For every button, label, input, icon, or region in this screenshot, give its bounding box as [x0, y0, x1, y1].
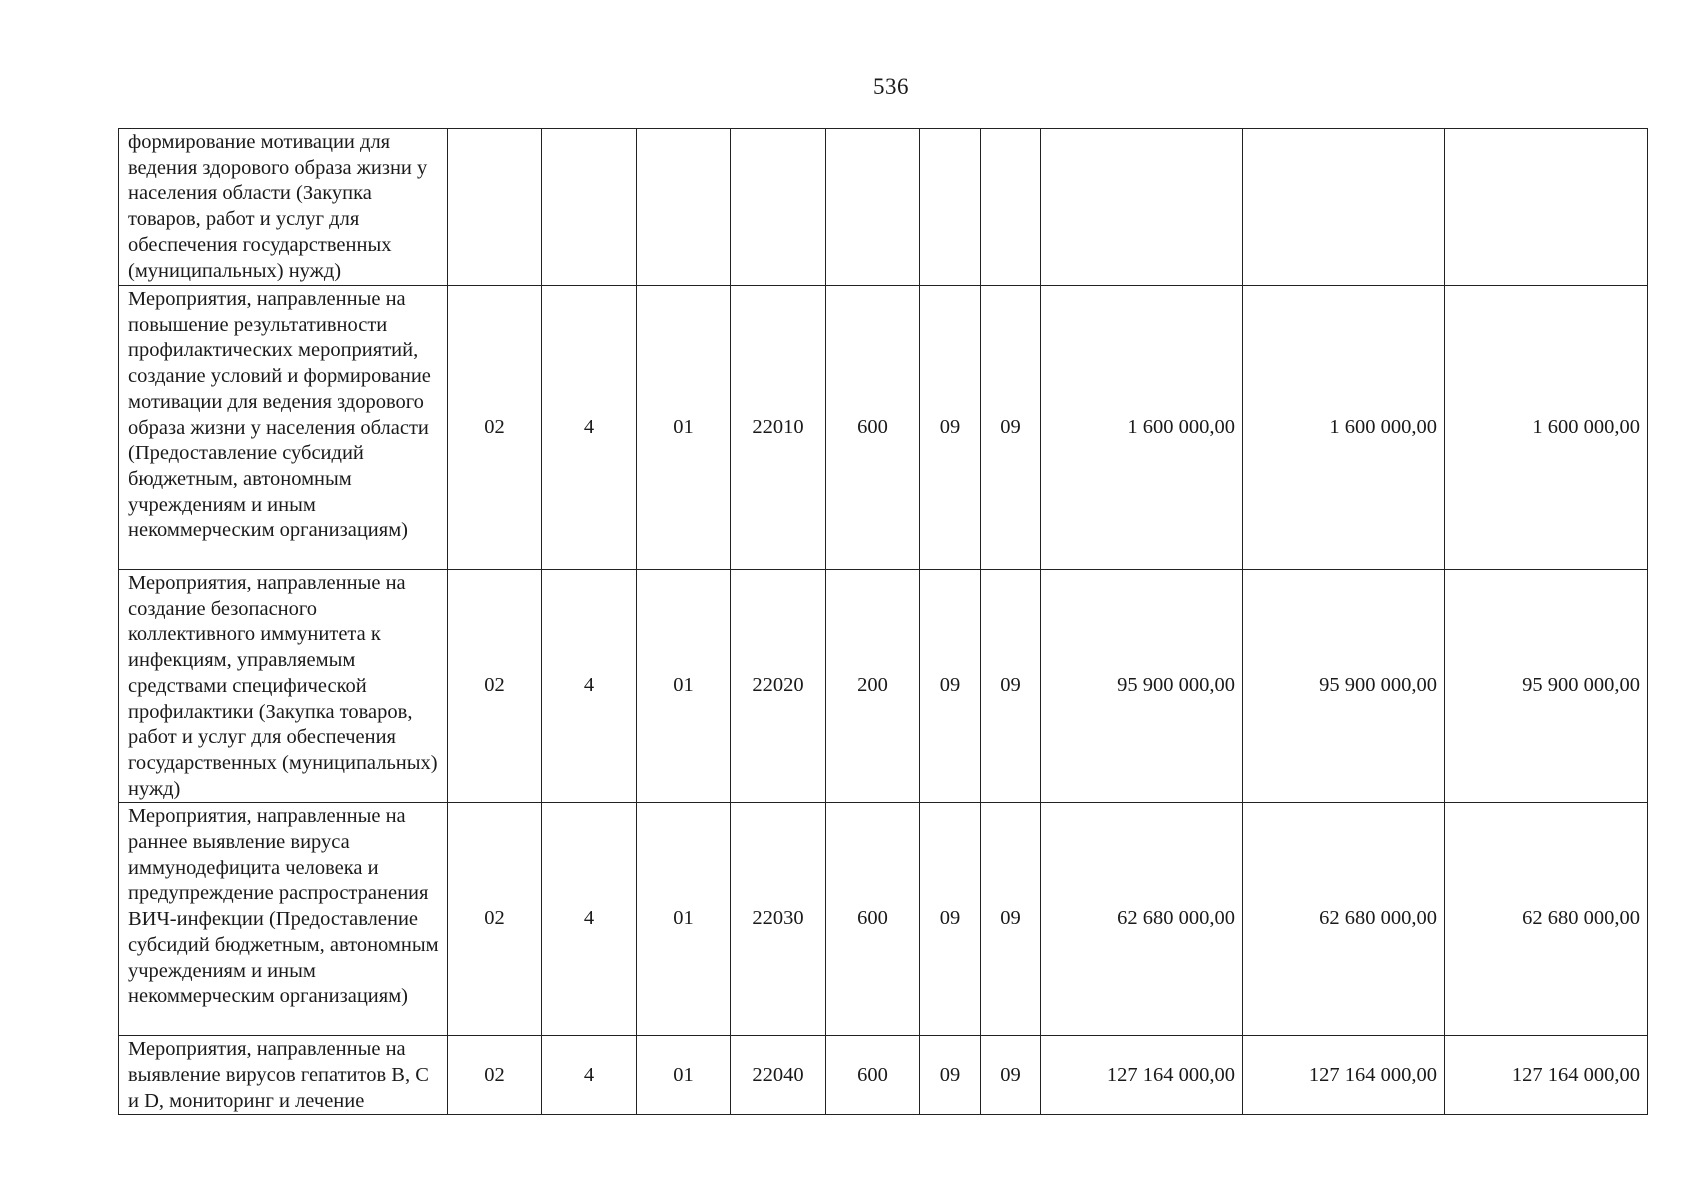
- program-code: 02: [448, 570, 542, 803]
- direction-code: 22030: [731, 803, 826, 1036]
- subprogram-code: [542, 129, 637, 286]
- direction-code: [731, 129, 826, 286]
- amount-year-1: 62 680 000,00: [1041, 803, 1243, 1036]
- main-event-code: [637, 129, 731, 286]
- row-description: Мероприятия, направленные на раннее выявление вируса иммунодефицита человека и предупреждение распространения ВИЧ-инфекции (Предоставление субсидий бюджетным, автономным учреждениям и иным некоммерческим организациям): [119, 803, 448, 1036]
- section-code: 09: [920, 286, 981, 570]
- section-code: 09: [920, 803, 981, 1036]
- subprogram-code: 4: [542, 570, 637, 803]
- subprogram-code: 4: [542, 1036, 637, 1115]
- table-row: [119, 1036, 1648, 1115]
- row-description: Мероприятия, направленные на создание безопасного коллективного иммунитета к инфекциям, управляемым средствами специфической профилактики (Закупка товаров, работ и услуг для обеспечения государственных (муниципальных) нужд): [119, 570, 448, 803]
- amount-year-1: 1 600 000,00: [1041, 286, 1243, 570]
- direction-code: 22020: [731, 570, 826, 803]
- subsection-code: 09: [981, 570, 1041, 803]
- amount-year-2: 62 680 000,00: [1243, 803, 1445, 1036]
- amount-year-3: [1445, 129, 1648, 286]
- table-row: [119, 570, 1648, 803]
- direction-code: 22040: [731, 1036, 826, 1115]
- amount-year-2: 95 900 000,00: [1243, 570, 1445, 803]
- row-description: Мероприятия, направленные на повышение результативности профилактических мероприятий, создание условий и формирование мотивации для ведения здорового образа жизни у населения области (Предоставление субсидий бюджетным, автономным учреждениям и иным некоммерческим организациям): [119, 286, 448, 570]
- main-event-code: 01: [637, 1036, 731, 1115]
- expense-type-code: 600: [826, 803, 920, 1036]
- amount-year-3: 1 600 000,00: [1445, 286, 1648, 570]
- subsection-code: [981, 129, 1041, 286]
- amount-year-1: [1041, 129, 1243, 286]
- expense-type-code: 200: [826, 570, 920, 803]
- program-code: 02: [448, 803, 542, 1036]
- amount-year-2: 1 600 000,00: [1243, 286, 1445, 570]
- subsection-code: 09: [981, 1036, 1041, 1115]
- main-event-code: 01: [637, 286, 731, 570]
- amount-year-3: 62 680 000,00: [1445, 803, 1648, 1036]
- section-code: [920, 129, 981, 286]
- budget-table: [118, 128, 1648, 1115]
- section-code: 09: [920, 570, 981, 803]
- table-row: [119, 286, 1648, 570]
- main-event-code: 01: [637, 570, 731, 803]
- subsection-code: 09: [981, 803, 1041, 1036]
- subprogram-code: 4: [542, 803, 637, 1036]
- row-description: Мероприятия, направленные на выявление вирусов гепатитов B, C и D, мониторинг и лечение: [119, 1036, 448, 1115]
- program-code: [448, 129, 542, 286]
- row-description: формирование мотивации для ведения здорового образа жизни у населения области (Закупка товаров, работ и услуг для обеспечения государственных (муниципальных) нужд): [119, 129, 448, 286]
- main-event-code: 01: [637, 803, 731, 1036]
- table-row: [119, 129, 1648, 286]
- page-number: 536: [873, 74, 909, 99]
- amount-year-2: [1243, 129, 1445, 286]
- amount-year-2: 127 164 000,00: [1243, 1036, 1445, 1115]
- subsection-code: 09: [981, 286, 1041, 570]
- amount-year-1: 95 900 000,00: [1041, 570, 1243, 803]
- amount-year-3: 95 900 000,00: [1445, 570, 1648, 803]
- amount-year-3: 127 164 000,00: [1445, 1036, 1648, 1115]
- amount-year-1: 127 164 000,00: [1041, 1036, 1243, 1115]
- table-row: [119, 803, 1648, 1036]
- direction-code: 22010: [731, 286, 826, 570]
- program-code: 02: [448, 1036, 542, 1115]
- section-code: 09: [920, 1036, 981, 1115]
- expense-type-code: [826, 129, 920, 286]
- expense-type-code: 600: [826, 286, 920, 570]
- subprogram-code: 4: [542, 286, 637, 570]
- program-code: 02: [448, 286, 542, 570]
- expense-type-code: 600: [826, 1036, 920, 1115]
